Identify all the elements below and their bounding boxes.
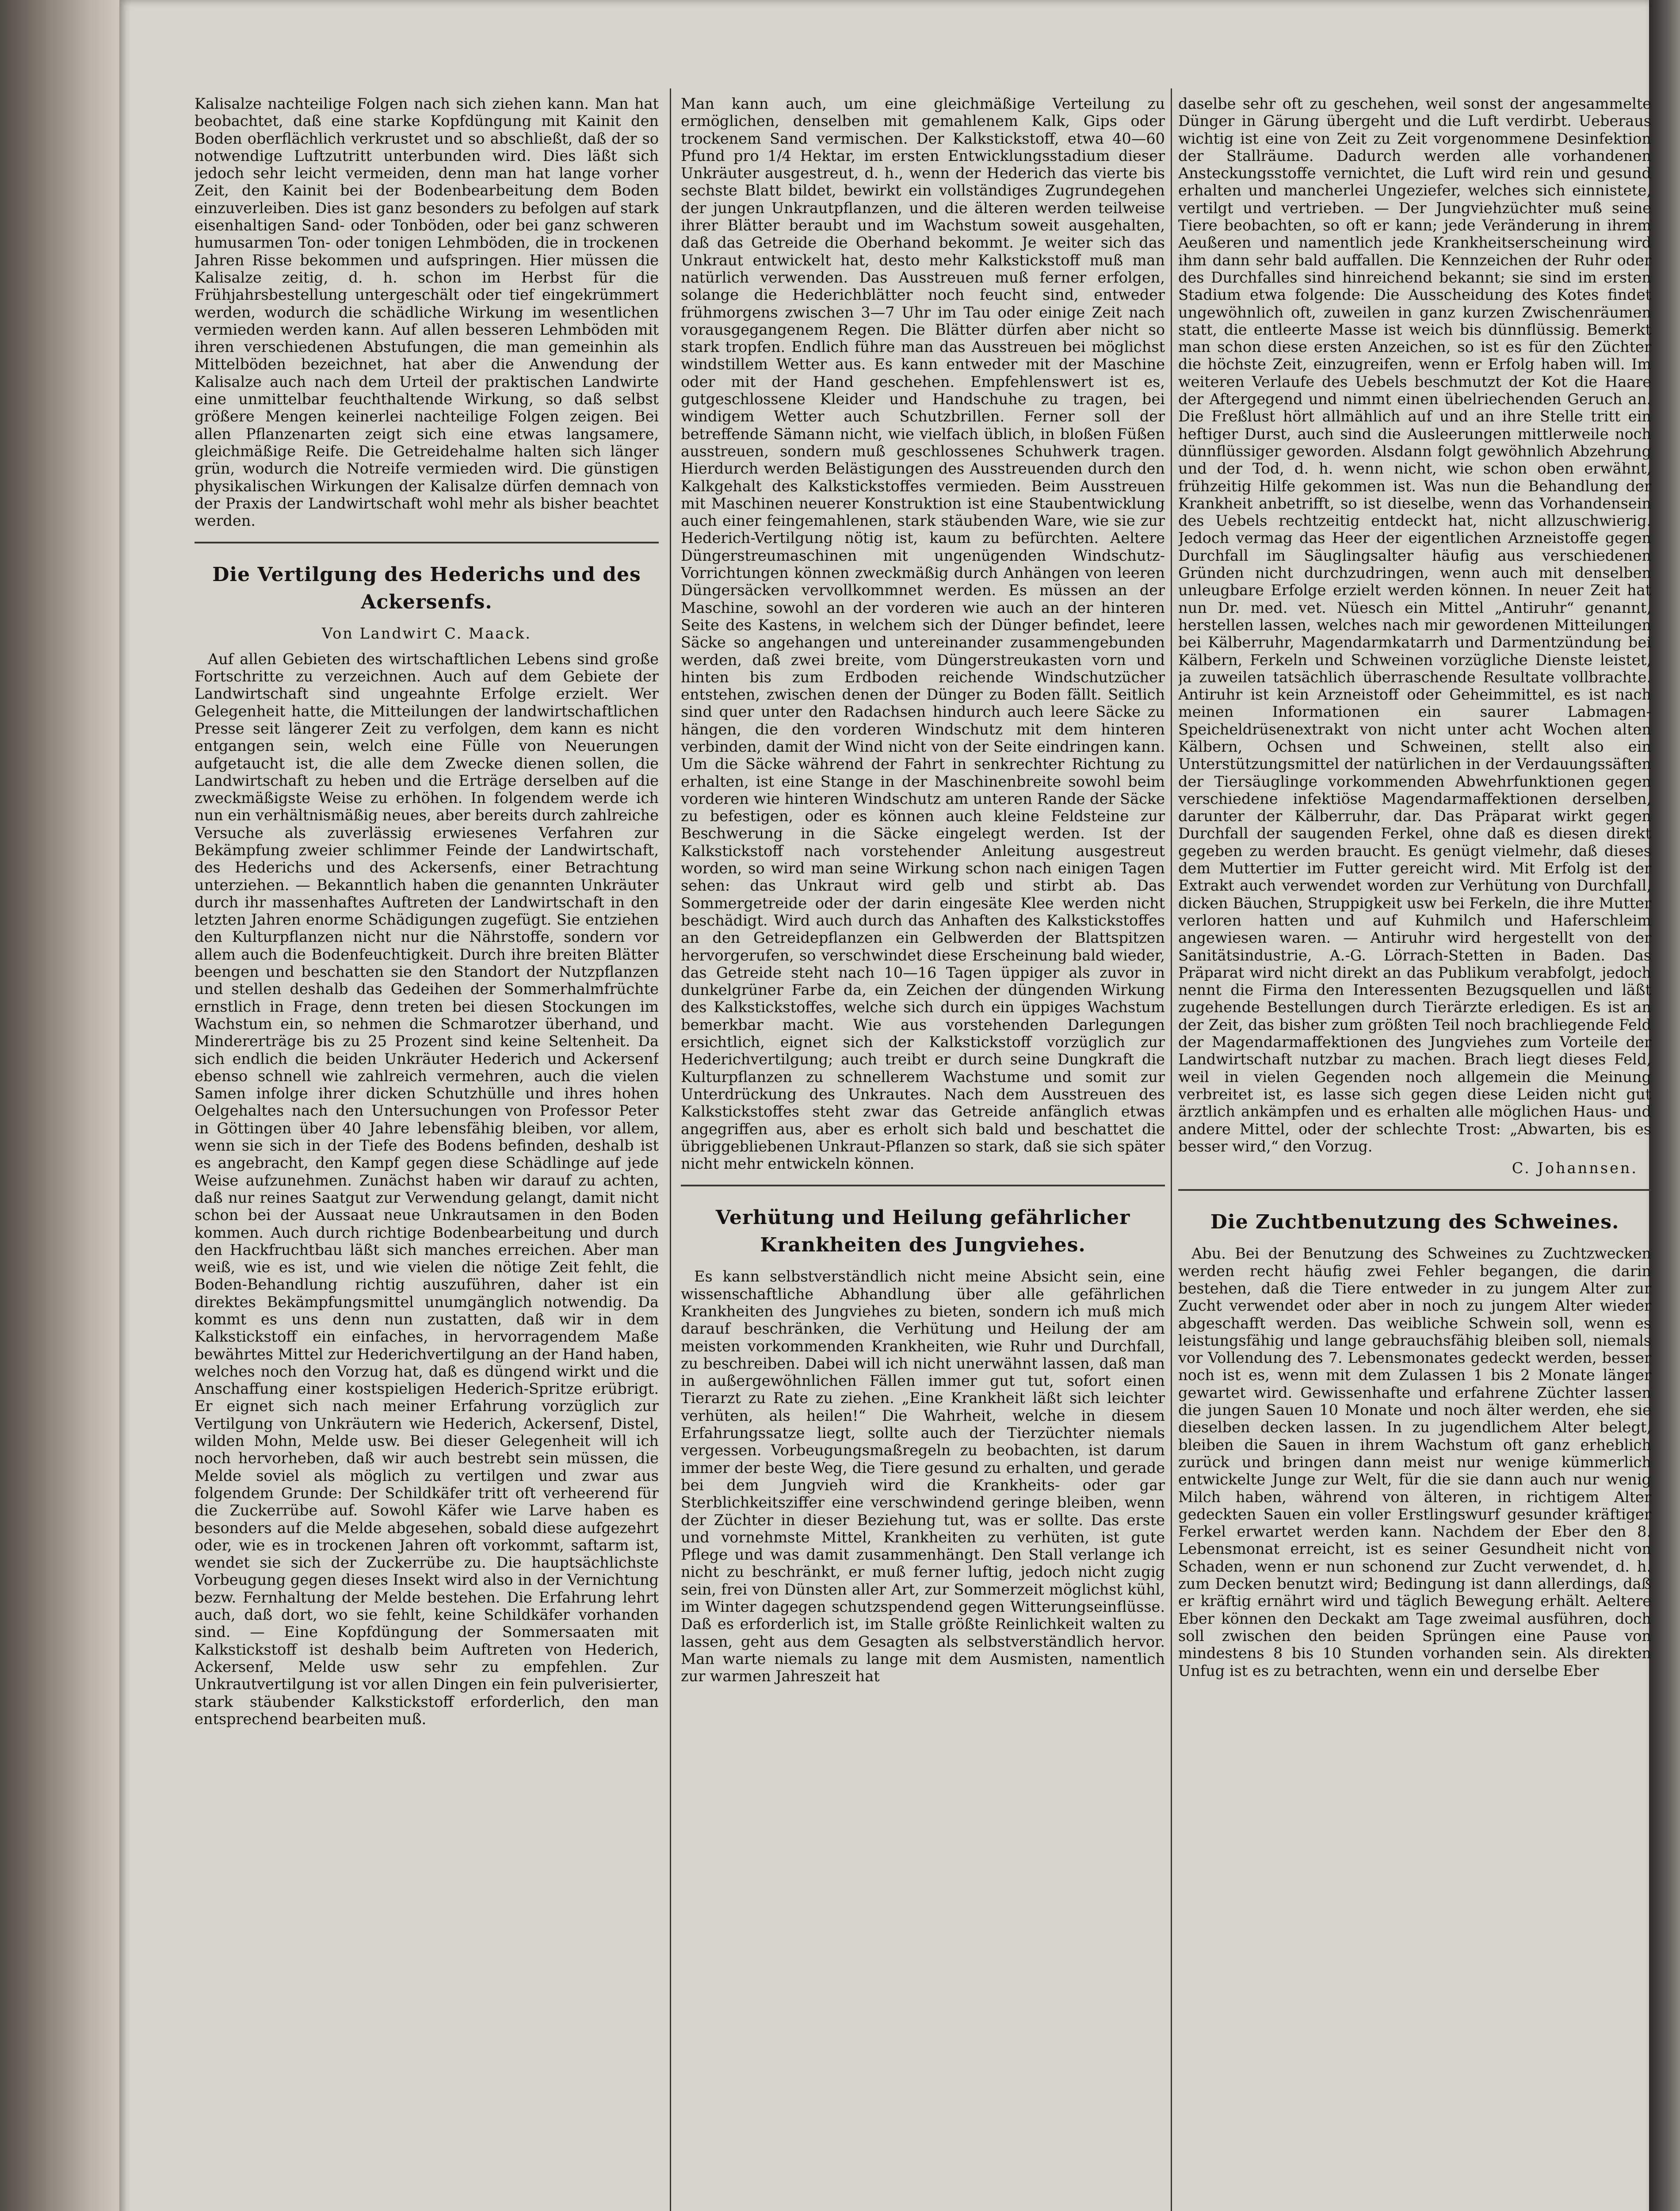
article-title-schwein: Die Zuchtbenutzung des Schweines. — [1210, 1211, 1619, 1234]
column-middle — [681, 95, 1165, 2211]
article-body-hederich: Auf allen Gebieten des wirtschaftlichen Lebens sind große Fortschritte zu verzeichnen. Auch auf dem Gebiete der Landwirtschaft sind ungeahnte Erfolge erzielt. Wer Gelegenheit hatte, die Mitteilungen der landwirtschaftlichen Presse seit längerer Zeit zu verfolgen, dem kann es nicht entgangen sein, welch eine Fülle von Neuerungen aufgetaucht ist, die alle dem Zwecke dienen sollen, die Landwirtschaft zu heben und die Erträge derselben auf die zweckmäßigste Weise zu erhöhen. In folgendem werde ich nun ein verhältnismäßig neues, aber bereits durch zahlreiche Versuche als zuverlässig erwiesenes Verfahren zur Bekämpfung zweier schlimmer Feinde der Landwirtschaft, des Hederichs und des Ackersenfs, einer Betrachtung unterziehen. — Bekanntlich haben die genannten Unkräuter durch ihr massenhaftes Auftreten der Landwirtschaft in den letzten Jahren enorme Schädigungen zugefügt. Sie entziehen den Kulturpflanzen nicht nur die Nährstoffe, sondern vor allem auch die Bodenfeuchtigkeit. Durch ihre breiten Blätter beengen und beschatten sie den Standort der Nutzpflanzen und stellen deshalb das Gedeihen der Sommerhalmfrüchte ernstlich in Frage, denn treten bei diesen Stockungen im Wachstum ein, so nehmen die Schmarotzer überhand, und Mindererträge bis zu 25 Prozent sind keine Seltenheit. Da sich endlich die beiden Unkräuter Hederich und Ackersenf ebenso schnell wie zahlreich vermehren, auch die vielen Samen infolge ihrer dicken Schutzhülle und ihres hohen Oelgehaltes nach den Untersuchungen von Professor Peter in Göttingen über 40 Jahre lebensfähig bleiben, vor allem, wenn sie sich in der Tiefe des Bodens befinden, deshalb ist es angebracht, den Kampf gegen diese Schädlinge auf jede Weise aufzunehmen. Zunächst haben wir darauf zu achten, daß nur reines Saatgut zur Verwendung gelangt, damit nicht schon bei der Aussaat neue Unkrautsamen in den Boden kommen. Auch durch richtige Bodenbearbeitung und durch den Hackfruchtbau läßt sich manches erreichen. Aber man weiß, wie es ist, und wie vielen die nötige Zeit fehlt, die Boden-Behandlung richtig auszuführen, daher ist ein direktes Bekämpfungsmittel unumgänglich notwendig. Da kommt es uns denn nun zustatten, daß wir in dem Kalkstickstoff ein einfaches, in hervorragendem Maße bewährtes Mittel zur Hederichvertilgung an der Hand haben, welches noch den Vorzug hat, daß es düngend wirkt und die Anschaffung einer kostspieligen Hederich-Spritze erübrigt. Er eignet sich nach meiner Erfahrung vorzüglich zur Vertilgung von Unkräutern wie Hederich, Ackersenf, Distel, wilden Mohn, Melde usw. Bei dieser Gelegenheit will ich noch hervorheben, daß wir auch bestrebt sein müssen, die Melde soviel als möglich zu vertilgen und zwar aus folgendem Grunde: Der Schildkäfer tritt oft verheerend für die Zuckerrübe auf. Sowohl Käfer wie Larve haben es besonders auf die Melde abgesehen, sobald diese aufgezehrt oder, wie es in trockenen Jahren oft vorkommt, saftarm ist, wendet sie sich der Zuckerrübe zu. Die hauptsächlichste Vorbeugung gegen dieses Insekt wird also in der Vernichtung bezw. Fernhaltung der Melde bestehen. Die Erfahrung lehrt auch, daß dort, wo sie fehlt, keine Schildkäfer vorhanden sind. — Eine Kopfdüngung der Sommersaaten mit Kalkstickstoff ist deshalb beim Auftreten von Hederich, Ackersenf, Melde usw sehr zu empfehlen. Zur Unkrautvertilgung ist vor allen Dingen ein fein pulverisierter, stark stäubender Kalkstickstoff erforderlich, den man entsprechend bearbeiten muß. — [195, 650, 659, 1728]
section-divider — [1178, 1189, 1651, 1191]
section-divider — [195, 542, 659, 543]
article-continuation-kalisalze: Kalisalze nachteilige Folgen nach sich ziehen kann. Man hat beobachtet, daß eine starke Kopfdüngung mit Kainit den Boden oberflächlich verkrustet und so abschließt, daß der so notwendige Luftzutritt unterbunden wird. Dies läßt sich jedoch sehr leicht vermeiden, denn man hat lange vorher Zeit, den Kainit bei der Bodenbearbeitung dem Boden einzuverleiben. Dies ist ganz besonders zu befolgen auf stark eisenhaltigen Sand- oder Tonböden, oder bei ganz schweren humusarmen Ton- oder tonigen Lehmböden, die in trockenen Jahren Risse bekommen und aufspringen. Hier müssen die Kalisalze zeitig, d. h. schon im Herbst für die Frühjahrsbestellung untergeschält oder tief eingekrümmert werden, wodurch die schädliche Wirkung im wesentlichen vermieden werden kann. Auf allen besseren Lehmböden mit ihren verschiedenen Abstufungen, die man gemeinhin als Mittelböden bezeichnet, hat aber die Anwendung der Kalisalze auch nach dem Urteil der praktischen Landwirte eine unmittelbar feuchthaltende Wirkung, so daß selbst größere Mengen keinerlei nachteilige Folgen zeigen. Bei allen Pflanzenarten zeigt sich eine etwas langsamere, gleichmäßige Reife. Die Getreidehalme halten sich länger grün, wodurch die Notreife vermieden wird. Die günstigen physikalischen Wirkungen der Kalisalze dürfen demnach von der Praxis der Landwirtschaft wohl mehr als bisher beachtet werden. — [195, 95, 659, 530]
section-divider — [681, 1185, 1165, 1186]
column-divider — [670, 88, 671, 2211]
column-left — [195, 95, 659, 2211]
book-binding-edge — [0, 0, 119, 2211]
article-body-jungvieh-cont: daselbe sehr oft zu geschehen, weil sonst der angesammelte Dünger in Gärung übergeht und die Luft verdirbt. Ueberaus wichtig ist eine von Zeit zu Zeit vorgenommene Desinfektion der Stallräume. Dadurch werden alle vorhandenen Ansteckungsstoffe vernichtet, die Luft wird rein und gesund erhalten und mancherlei Ungeziefer, welches sich einnistete, vertilgt und vertrieben. — Der Jungviehzüchter muß seine Tiere beobachten, so oft er kann; jede Veränderung in ihrem Aeußeren und namentlich jede Krankheitserscheinung wird ihm dann sehr bald auffallen. Die Kennzeichen der Ruhr oder des Durchfalles sind hinreichend bekannt; sie sind im ersten Stadium etwa folgende: Die Ausscheidung des Kotes findet ungewöhnlich oft, zuweilen in ganz kurzen Zwischenräumen statt, die entleerte Masse ist weich bis dünnflüssig. Bemerkt man schon diese ersten Anzeichen, so ist es für den Züchter die höchste Zeit, einzugreifen, wenn er Erfolg haben will. Im weiteren Verlaufe des Uebels beschmutzt der Kot die Haare der Aftergegend und nimmt einen übelriechenden Geruch an. Die Freßlust hört allmählich auf und an ihre Stelle tritt ein heftiger Durst, auch sind die Ausleerungen mittlerweile noch dünnflüssiger geworden. Alsdann folgt gewöhnlich Abzehrung und der Tod, d. h. wenn nicht, wie schon oben erwähnt, frühzeitig Hilfe gekommen ist. Was nun die Behandlung der Krankheit anbetrifft, so ist dieselbe, wenn das Vorhandensein des Uebels rechtzeitig entdeckt hat, nicht allzuschwierig. Jedoch vermag das Heer der eigentlichen Arzneistoffe gegen Durchfall im Säuglingsalter häufig aus verschiedenen Gründen nicht durchzudringen, wenn auch mit denselben unleugbare Erfolge erzielt werden können. In neuer Zeit hat nun Dr. med. vet. Nüesch ein Mittel „Antiruhr“ genannt, herstellen lassen, welches nach mir gewordenen Mitteilungen bei Kälberruhr, Magendarmkatarrh und Darmentzündung bei Kälbern, Ferkeln und Schweinen vorzügliche Dienste leistet, ja zuweilen tatsächlich überraschende Resultate vollbrachte. Antiruhr ist kein Arzneistoff oder Geheimmittel, es ist nach meinen Informationen ein saurer Labmagen-Speicheldrüsenextrakt von nicht unter acht Wochen alten Kälbern, Ochsen und Schweinen, stellt also ein Unterstützungsmittel der natürlichen in der Verdauungssäften der Tiersäuglinge vorkommenden Abwehrfunktionen gegen verschiedene infektiöse Magendarmaffektionen derselben, darunter der Kälberruhr, dar. Das Präparat wirkt gegen Durchfall der saugenden Ferkel, ohne daß es diesen direkt gegeben zu werden braucht. Es genügt vielmehr, daß dieses dem Muttertier im Futter gereicht wird. Mit Erfolg ist der Extrakt auch verwendet worden zur Verhütung von Durchfall, dicken Bäuchen, Struppigkeit usw bei Ferkeln, die ihre Mutter verloren hatten und auf Kuhmilch und Haferschleim angewiesen waren. — Antiruhr wird hergestellt von der Sanitätsindustrie, A.-G. Lörrach-Stetten in Baden. Das Präparat wird nicht direkt an das Publikum verabfolgt, jedoch nennt die Firma den Interessenten Bezugsquellen und läßt zugehende Bestellungen durch Tierärzte erledigen. Es ist an der Zeit, das bisher zum größten Teil noch brachliegende Feld der Magendarmaffektionen des Jungviehes zum Vorteile der Landwirtschaft nutzbar zu machen. Brach liegt dieses Feld, weil in vielen Gegenden noch allgemein die Meinung verbreitet ist, es lasse sich gegen diese Leiden nicht gut ärztlich ankämpfen und es erhalten alle möglichen Haus- und andere Mittel, oder der schlechte Trost: „Abwarten, bis es besser wird,“ den Vorzug. — [1178, 95, 1651, 1155]
page-right-edge — [1649, 0, 1680, 2211]
article-title-jungvieh: Verhütung und Heilung gefährlicher Krankheiten des Jungviehes. — [715, 1206, 1130, 1257]
article-byline: Von Landwirt C. Maack. — [322, 625, 531, 643]
column-divider — [1171, 88, 1172, 2211]
article-author-signature: C. Johannsen. — [1512, 1159, 1638, 1177]
article-body-hederich-cont: Man kann auch, um eine gleichmäßige Verteilung zu ermöglichen, denselben mit gemahlenem Kalk, Gips oder trockenem Sand vermischen. Der Kalkstickstoff, etwa 40—60 Pfund pro 1/4 Hektar, im ersten Entwicklungsstadium dieser Unkräuter ausgestreut, d. h., wenn der Hederich das vierte bis sechste Blatt bildet, bewirkt ein vollständiges Zugrundegehen der jungen Unkrautpflanzen, und die älteren werden teilweise ihrer Blätter beraubt und im Wachstum soweit ausgehalten, daß das Getreide die Oberhand bekommt. Je weiter sich das Unkraut entwickelt hat, desto mehr Kalkstickstoff muß man natürlich verwenden. Das Ausstreuen muß ferner erfolgen, solange die Hederichblätter noch feucht sind, entweder frühmorgens zwischen 3—7 Uhr im Tau oder einige Zeit nach vorausgegangenem Regen. Die Blätter dürfen aber nicht so stark tropfen. Endlich führe man das Ausstreuen bei möglichst windstillem Wetter aus. Es kann entweder mit der Maschine oder mit der Hand geschehen. Empfehlenswert ist es, gutgeschlossene Kleider und Handschuhe zu tragen, bei windigem Wetter auch Schutzbrillen. Ferner soll der betreffende Sämann nicht, wie vielfach üblich, in bloßen Füßen ausstreuen, sondern muß geschlossenes Schuhwerk tragen. Hierdurch werden Belästigungen des Ausstreuenden durch den Kalkgehalt des Kalkstickstoffes vermieden. Beim Ausstreuen mit Maschinen neuerer Konstruktion ist eine Staubentwicklung auch einer feingemahlenen, stark stäubenden Ware, wie sie zur Hederich-Vertilgung nötig ist, kaum zu befürchten. Aeltere Düngerstreumaschinen mit ungenügenden Windschutz-Vorrichtungen können zweckmäßig durch Anhängen von leeren Düngersäcken vervollkommnet werden. Es müssen an der Maschine, sowohl an der vorderen wie auch an der hinteren Seite des Kastens, in welchem sich der Dünger befindet, leere Säcke so angehangen und untereinander zusammengebunden werden, daß zwei breite, vom Düngerstreukasten vorn und hinten bis zum Erdboden reichende Windschutzücher entstehen, zwischen denen der Dünger zu Boden fällt. Seitlich sind quer unter den Radachsen hindurch auch leere Säcke zu hängen, die den vorderen Windschutz mit dem hinteren verbinden, damit der Wind nicht von der Seite eindringen kann. Um die Säcke während der Fahrt in senkrechter Richtung zu erhalten, ist eine Stange in der Maschinenbreite sowohl beim vorderen wie hinteren Windschutz am unteren Rande der Säcke zu befestigen, oder es können auch kleine Feldsteine zur Beschwerung in die Säcke eingelegt werden. Ist der Kalkstickstoff nach vorstehender Anleitung ausgestreut worden, so wird man seine Wirkung schon nach einigen Tagen sehen: das Unkraut wird gelb und stirbt ab. Das Sommergetreide oder der darin eingesäte Klee werden nicht beschädigt. Wird auch durch das Anhaften des Kalkstickstoffes an den Getreidepflanzen ein Gelbwerden der Blattspitzen hervorgerufen, so verschwindet diese Erscheinung bald wieder, das Getreide steht nach 10—16 Tagen üppiger als zuvor in dunkelgrüner Farbe da, ein Zeichen der düngenden Wirkung des Kalkstickstoffes, welche sich durch ein üppiges Wachstum bemerkbar macht. Wie aus vorstehenden Darlegungen ersichtlich, eignet sich der Kalkstickstoff vorzüglich zur Hederichvertilgung; auch treibt er durch seine Dungkraft die Kulturpflanzen zu schnellerem Wachstume und somit zur Unterdrückung des Unkrautes. Nach dem Ausstreuen des Kalkstickstoffes steht zwar das Getreide anfänglich etwas angegriffen aus, aber es erholt sich bald und beschattet die übriggebliebenen Unkraut-Pflanzen so stark, daß sie sich später nicht mehr entwickeln können. — [681, 95, 1165, 1173]
column-right — [1178, 95, 1651, 2211]
article-body-schwein: Abu. Bei der Benutzung des Schweines zu Zuchtzwecken werden recht häufig zwei Fehler begangen, die darin bestehen, daß die Tiere entweder in zu jungem Alter zur Zucht verwendet oder aber in noch zu jungem Alter wieder abgeschafft werden. Das weibliche Schwein soll, wenn es leistungsfähig und lange gebrauchsfähig bleiben soll, niemals vor Vollendung des 7. Lebensmonates gedeckt werden, besser noch ist es, wenn mit dem Zulassen 1 bis 2 Monate länger gewartet wird. Gewissenhafte und erfahrene Züchter lassen die jungen Sauen 10 Monate und noch älter werden, ehe sie dieselben decken lassen. In zu jugendlichem Alter belegt, bleiben die Sauen in ihrem Wachstum oft ganz erheblich zurück und bringen dann meist nur wenige kümmerlich entwickelte Junge zur Welt, für die sie dann auch nur wenig Milch haben, während von älteren, in richtigem Alter gedeckten Sauen ein voller Erstlingswurf gesunder kräftiger Ferkel erwartet werden kann. Nachdem der Eber den 8. Lebensmonat erreicht, ist es seiner Gesundheit nicht von Schaden, wenn er nun schonend zur Zucht verwendet, d. h. zum Decken benutzt wird; Bedingung ist dann allerdings, daß er kräftig ernährt wird und täglich Bewegung erhält. Aeltere Eber können den Deckakt am Tage zweimal ausführen, doch soll zwischen den beiden Sprüngen eine Pause von mindestens 8 bis 10 Stunden vorhanden sein. Als direkten Unfug ist es zu betrachten, wenn ein und derselbe Eber — [1178, 1245, 1651, 1679]
article-title-hederich: Die Vertilgung des Hederichs und des Ackersenfs. — [212, 563, 641, 614]
article-body-jungvieh: Es kann selbstverständlich nicht meine Absicht sein, eine wissenschaftliche Abhandlung über alle gefährlichen Krankheiten des Jungviehes zu bieten, sondern ich muß mich darauf beschränken, die Verhütung und Heilung der am meisten vorkommenden Krankheiten, wie Ruhr und Durchfall, zu beschreiben. Dabei will ich nicht unerwähnt lassen, daß man in außergewöhnlichen Fällen immer gut tut, sofort einen Tierarzt zu Rate zu ziehen. „Eine Krankheit läßt sich leichter verhüten, als heilen!“ Die Wahrheit, welche in diesem Erfahrungssatze liegt, sollte auch der Tierzüchter niemals vergessen. Vorbeugungsmaßregeln zu beobachten, ist darum immer der beste Weg, die Tiere gesund zu erhalten, und gerade bei dem Jungvieh wird die Krankheits- oder gar Sterblichkeitsziffer eine verschwindend geringe bleiben, wenn der Züchter in dieser Beziehung tut, was er sollte. Das erste und vornehmste Mittel, Krankheiten zu verhüten, ist gute Pflege und was damit zusammenhängt. Den Stall verlange ich nicht zu beschränkt, er muß ferner luftig, jedoch nicht zugig sein, frei von Dünsten aller Art, zur Sommerzeit möglichst kühl, im Winter dagegen schutzspendend gegen Witterungseinflüsse. Daß es erforderlich ist, im Stalle größte Reinlichkeit walten zu lassen, geht aus dem Gesagten als selbstverständlich hervor. Man warte niemals zu lange mit dem Ausmisten, namentlich zur warmen Jahreszeit hat — [681, 1268, 1165, 1685]
